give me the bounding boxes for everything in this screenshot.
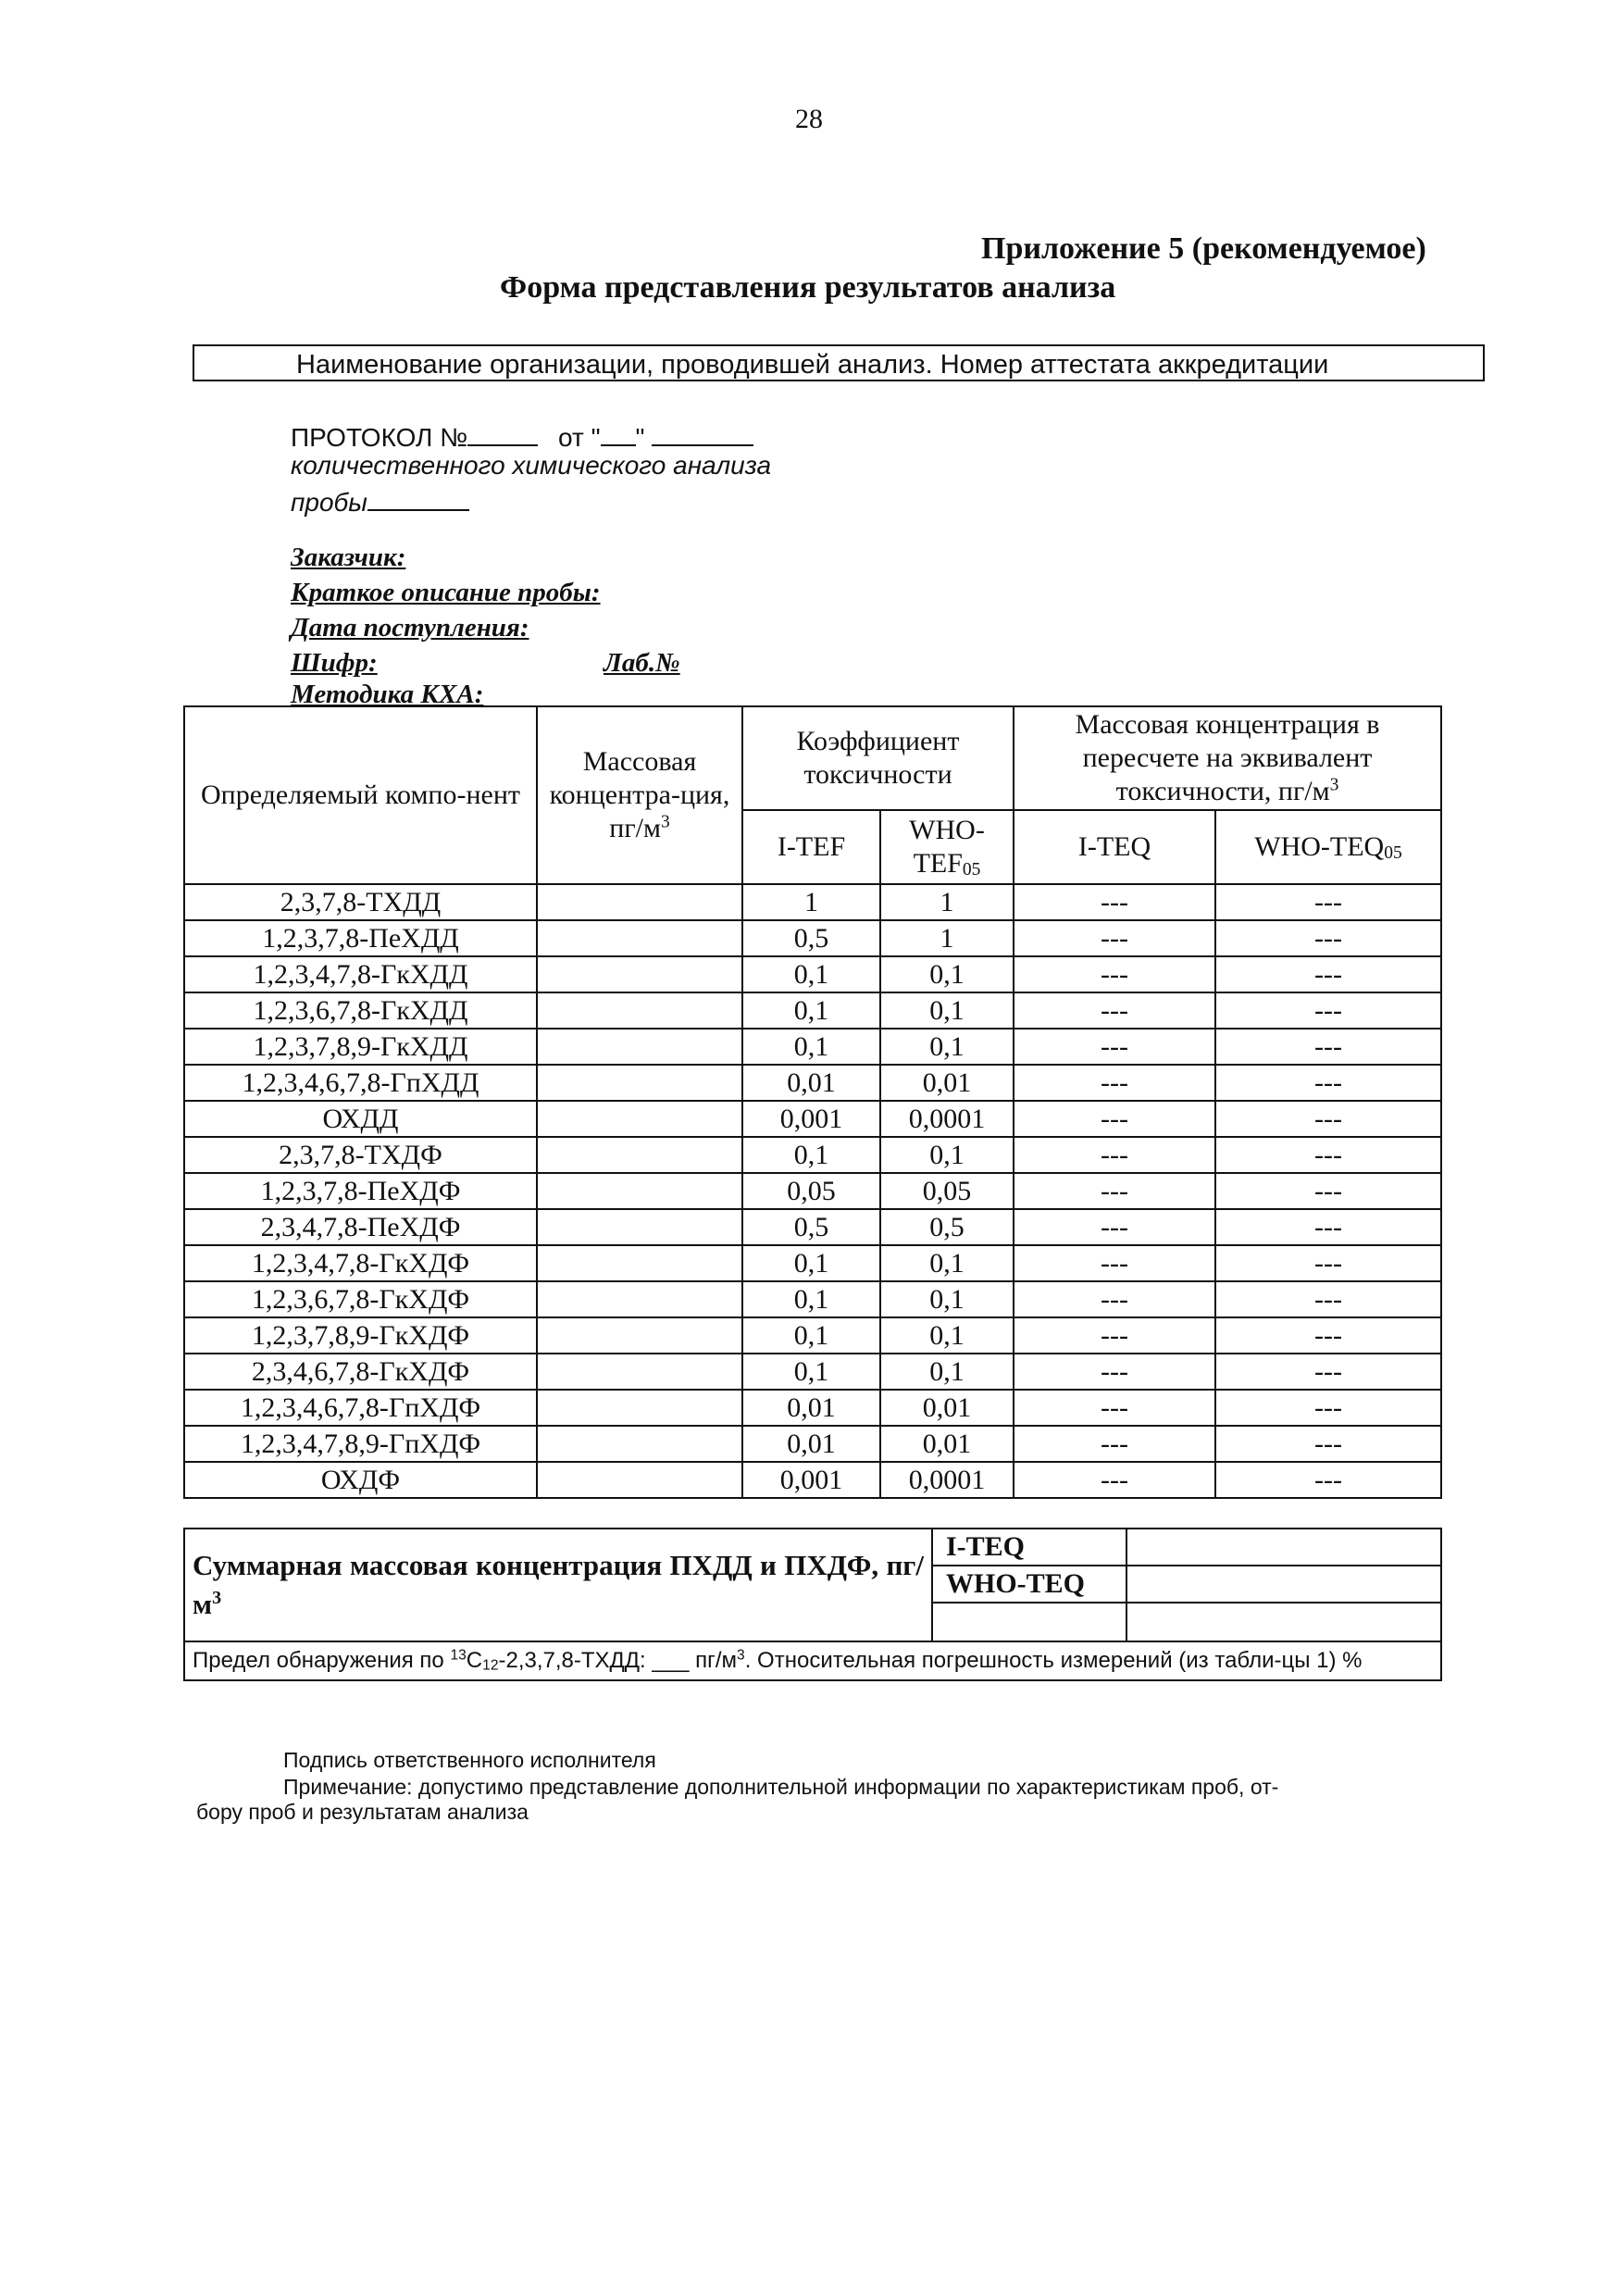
table-row [184,1101,1441,1137]
component-cell: 1,2,3,4,6,7,8-ГпХДД [184,1065,537,1101]
summary-label [184,1529,932,1641]
protocol-label: ПРОТОКОЛ № [291,423,468,452]
mass-cell [537,884,742,920]
mass-cell [537,920,742,956]
whoteq-cell: --- [1215,1137,1441,1173]
protocol-day-blank [601,418,636,446]
table-row [184,1354,1441,1390]
table-row [184,1065,1441,1101]
whotef-cell: 0,05 [880,1173,1014,1209]
itef-cell: 0,001 [742,1462,880,1498]
component-cell: 2,3,4,6,7,8-ГкХДФ [184,1354,537,1390]
whoteq-cell: --- [1215,1209,1441,1245]
iteq-cell: --- [1014,1317,1215,1354]
itef-cell: 0,5 [742,920,880,956]
iteq-cell: --- [1014,956,1215,992]
itef-cell: 0,1 [742,1317,880,1354]
component-cell: 1,2,3,7,8,9-ГкХДФ [184,1317,537,1354]
whoteq-cell: --- [1215,1101,1441,1137]
protocol-sample-line [291,483,469,518]
detection-sup3: 3 [737,1647,745,1664]
protocol-date-blank [652,418,753,446]
itef-cell: 0,1 [742,1281,880,1317]
table-row [184,1317,1441,1354]
whoteq-cell: --- [1215,992,1441,1029]
mass-cell [537,1101,742,1137]
iteq-cell: --- [1014,1209,1215,1245]
component-cell: 1,2,3,7,8,9-ГкХДД [184,1029,537,1065]
mass-cell [537,1354,742,1390]
header-mass-concentration [537,706,742,884]
header-whotef [880,810,1014,884]
table-row [184,1173,1441,1209]
protocol-subtitle: количественного химического анализа [291,451,772,480]
itef-cell: 0,1 [742,992,880,1029]
results-table [183,705,1442,1499]
detection-part3: . Относительная погрешность измерений (из табли-цы 1) % [744,1648,1363,1673]
whotef-cell: 0,0001 [880,1462,1014,1498]
header-whoteq [1215,810,1441,884]
form-title: Форма представления результатов анализа [500,270,1116,305]
summary-whoteq-label: WHO-TEQ [932,1566,1126,1603]
whoteq-cell: --- [1215,1317,1441,1354]
component-cell: 2,3,7,8-ТХДД [184,884,537,920]
component-cell: 2,3,4,7,8-ПеХДФ [184,1209,537,1245]
table-row [184,1390,1441,1426]
component-cell: 1,2,3,6,7,8-ГкХДФ [184,1281,537,1317]
itef-cell: 0,01 [742,1390,880,1426]
protocol-sample-blank [367,483,469,511]
whoteq-cell: --- [1215,1173,1441,1209]
header-component: Определяемый компо-нент [184,706,537,884]
iteq-cell: --- [1014,1245,1215,1281]
mass-cell [537,992,742,1029]
remark-line2: бору проб и результатам анализа [196,1800,529,1824]
summary-empty-value [1126,1603,1441,1641]
field-code: Шифр: [291,648,378,678]
whotef-cell: 0,1 [880,1245,1014,1281]
whoteq-cell: --- [1215,884,1441,920]
iteq-cell: --- [1014,1281,1215,1317]
detection-c: C [466,1648,483,1673]
iteq-cell: --- [1014,1065,1215,1101]
whoteq-cell: --- [1215,1029,1441,1065]
header-itef: I-TEF [742,810,880,884]
detection-sub12: 12 [482,1657,499,1674]
component-cell: ОХДД [184,1101,537,1137]
protocol-from: от " [558,423,601,452]
table-row [184,1137,1441,1173]
component-cell: 1,2,3,4,7,8-ГкХДД [184,956,537,992]
whotef-cell: 1 [880,884,1014,920]
remark-line1: Примечание: допустимо представление дополнительной информации по характеристикам проб, от- [283,1775,1279,1799]
whoteq-cell: --- [1215,956,1441,992]
itef-cell: 0,01 [742,1065,880,1101]
header-whotef-sub: 05 [962,859,981,880]
table-row [184,1209,1441,1245]
iteq-cell: --- [1014,1354,1215,1390]
table-row [184,920,1441,956]
page-number: 28 [795,104,823,134]
itef-cell: 0,1 [742,1245,880,1281]
mass-cell [537,1317,742,1354]
header-equiv-sup: 3 [1329,775,1339,795]
whotef-cell: 0,1 [880,1317,1014,1354]
component-cell: 1,2,3,7,8-ПеХДД [184,920,537,956]
summary-iteq-label: I-TEQ [932,1529,1126,1566]
iteq-cell: --- [1014,1462,1215,1498]
table-row [184,1245,1441,1281]
component-cell: ОХДФ [184,1462,537,1498]
header-whoteq-text: WHO-TEQ [1254,830,1385,862]
whotef-cell: 1 [880,920,1014,956]
summary-table [183,1528,1442,1681]
header-equiv-text: Массовая концентрация в пересчете на эквивалент токсичности, пг/м [1075,709,1380,806]
iteq-cell: --- [1014,1137,1215,1173]
field-description: Краткое описание пробы: [291,578,601,607]
table-row [184,1029,1441,1065]
itef-cell: 1 [742,884,880,920]
mass-cell [537,956,742,992]
whotef-cell: 0,1 [880,992,1014,1029]
whoteq-cell: --- [1215,920,1441,956]
header-whoteq-sub: 05 [1384,842,1402,863]
table-row [184,1426,1441,1462]
protocol-number-blank [467,418,538,446]
field-method: Методика КХА: [291,680,484,709]
iteq-cell: --- [1014,1173,1215,1209]
table-row [184,1462,1441,1498]
itef-cell: 0,1 [742,956,880,992]
itef-cell: 0,1 [742,1029,880,1065]
mass-cell [537,1209,742,1245]
whoteq-cell: --- [1215,1281,1441,1317]
header-toxic-equivalent [1014,706,1441,810]
whotef-cell: 0,01 [880,1390,1014,1426]
whotef-cell: 0,01 [880,1065,1014,1101]
mass-cell [537,1137,742,1173]
iteq-cell: --- [1014,1029,1215,1065]
mass-cell [537,1426,742,1462]
summary-whoteq-value [1126,1566,1441,1603]
component-cell: 1,2,3,4,7,8,9-ГпХДФ [184,1426,537,1462]
component-cell: 1,2,3,6,7,8-ГкХДД [184,992,537,1029]
itef-cell: 0,5 [742,1209,880,1245]
field-customer: Заказчик: [291,543,406,572]
summary-label-sup: 3 [212,1587,222,1608]
iteq-cell: --- [1014,884,1215,920]
iteq-cell: --- [1014,992,1215,1029]
field-lab: Лаб.№ [604,648,680,678]
whotef-cell: 0,5 [880,1209,1014,1245]
mass-cell [537,1462,742,1498]
whotef-cell: 0,1 [880,956,1014,992]
iteq-cell: --- [1014,1426,1215,1462]
summary-label-text: Суммарная массовая концентрация ПХДД и ПХДФ, пг/м [193,1549,924,1620]
table-row [184,992,1441,1029]
whotef-cell: 0,1 [880,1137,1014,1173]
whoteq-cell: --- [1215,1426,1441,1462]
iteq-cell: --- [1014,920,1215,956]
protocol-line [291,418,753,453]
itef-cell: 0,01 [742,1426,880,1462]
component-cell: 1,2,3,7,8-ПеХДФ [184,1173,537,1209]
component-cell: 2,3,7,8-ТХДФ [184,1137,537,1173]
detection-part2: -2,3,7,8-ТХДД: ___ пг/м [498,1648,738,1673]
header-toxicity-coefficient: Коэффициент токсичности [742,706,1014,810]
whotef-cell: 0,01 [880,1426,1014,1462]
table-row [184,956,1441,992]
mass-cell [537,1281,742,1317]
mass-cell [537,1029,742,1065]
header-mass-sup: 3 [660,812,670,832]
mass-cell [537,1245,742,1281]
mass-cell [537,1390,742,1426]
field-date: Дата поступления: [291,613,529,643]
signature-note: Подпись ответственного исполнителя [283,1748,656,1772]
iteq-cell: --- [1014,1101,1215,1137]
itef-cell: 0,1 [742,1137,880,1173]
whoteq-cell: --- [1215,1390,1441,1426]
whotef-cell: 0,1 [880,1281,1014,1317]
mass-cell [537,1065,742,1101]
table-row [184,1281,1441,1317]
detection-limit-cell [184,1641,1441,1680]
mass-cell [537,1173,742,1209]
appendix-label: Приложение 5 (рекомендуемое) [981,231,1426,266]
itef-cell: 0,1 [742,1354,880,1390]
whoteq-cell: --- [1215,1354,1441,1390]
whotef-cell: 0,0001 [880,1101,1014,1137]
header-whotef-text: WHO-TEF [909,814,985,879]
component-cell: 1,2,3,4,7,8-ГкХДФ [184,1245,537,1281]
protocol-sample-label: пробы [291,488,367,517]
summary-iteq-value [1126,1529,1441,1566]
itef-cell: 0,001 [742,1101,880,1137]
summary-empty-label [932,1603,1126,1641]
detection-part1: Предел обнаружения по [193,1648,451,1673]
whotef-cell: 0,1 [880,1354,1014,1390]
table-row [184,884,1441,920]
header-mass-text: Массовая концентра-ция, пг/м [549,746,730,843]
iteq-cell: --- [1014,1390,1215,1426]
itef-cell: 0,05 [742,1173,880,1209]
whoteq-cell: --- [1215,1065,1441,1101]
protocol-quote: " [635,423,645,452]
detection-sup13: 13 [450,1647,467,1664]
whoteq-cell: --- [1215,1462,1441,1498]
whotef-cell: 0,1 [880,1029,1014,1065]
header-iteq: I-TEQ [1014,810,1215,884]
organization-box: Наименование организации, проводившей анализ. Номер аттестата аккредитации [193,344,1485,381]
component-cell: 1,2,3,4,6,7,8-ГпХДФ [184,1390,537,1426]
whoteq-cell: --- [1215,1245,1441,1281]
